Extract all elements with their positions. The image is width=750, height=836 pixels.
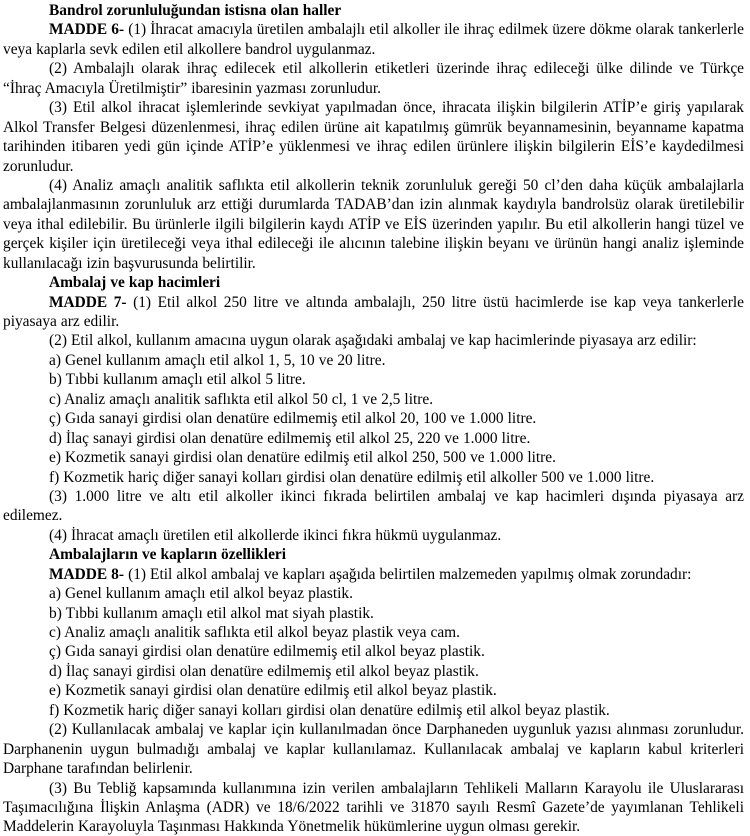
paragraph-text: (1) Etil alkol 250 litre ve altında ambalajlı, 250 litre üstü hacimlerde ise kap veya tankerlerle piyasaya arz edilir. xyxy=(3,293,744,330)
paragraph: a) Genel kullanım amaçlı etil alkol 1, 5, 10 ve 20 litre. xyxy=(49,351,386,369)
paragraph: (2) Ambalajlı olarak ihraç edilecek etil alkollerin etiketleri üzerinde ihraç edileceği ülke dilinde ve Türkçe “İhraç Amacıyla Üretilmiştir” ibaresinin yazması zorunludur. xyxy=(3,60,744,97)
paragraph: a) Genel kullanım amaçlı etil alkol beyaz plastik. xyxy=(49,585,353,603)
paragraph: ç) Gıda sanayi girdisi olan denatüre edilmemiş etil alkol 20, 100 ve 1.000 litre. xyxy=(49,410,537,428)
madde-label: MADDE 7- xyxy=(49,293,127,311)
paragraph: (3) Bu Tebliğ kapsamında kullanımına izin verilen ambalajların Tehlikeli Malların Karayolu ile Uluslararası Taşımacılığına İlişkin Anlaşma (ADR) ve 18/6/2022 tarihli ve 31870 sayılı Resmî Gazete’de yayımlanan Tehlikeli Maddelerin Karayoluyla Taşınması Hakkında Yönetmelik hükümlerine uygun olması gerekir. xyxy=(3,779,744,836)
paragraph: f) Kozmetik hariç diğer sanayi kolları girdisi olan denatüre edilmiş etil alkoller 500 ve 1.000 litre. xyxy=(49,468,655,486)
paragraph: ç) Gıda sanayi girdisi olan denatüre edilmemiş etil alkol beyaz plastik. xyxy=(49,643,485,661)
section-heading: Bandrol zorunluluğundan istisna olan haller xyxy=(49,2,342,19)
madde-label: MADDE 6- xyxy=(49,21,125,39)
paragraph: d) İlaç sanayi girdisi olan denatüre edilmemiş etil alkol 25, 220 ve 1.000 litre. xyxy=(49,429,531,447)
paragraph-text: (1) Etil alkol ambalaj ve kapları aşağıda belirtilen malzemeden yapılmış olmak zorundadır: xyxy=(124,565,692,583)
paragraph: d) İlaç sanayi girdisi olan denatüre edilmemiş etil alkol beyaz plastik. xyxy=(49,662,479,680)
section-heading: Ambalajların ve kapların özellikleri xyxy=(49,546,287,564)
paragraph: (4) İhracat amaçlı üretilen etil alkollerde ikinci fıkra hükmü uygulanmaz. xyxy=(49,526,502,544)
paragraph: (2) Etil alkol, kullanım amacına uygun olarak aşağıdaki ambalaj ve kap hacimlerinde piyasaya arz edilir: xyxy=(49,332,697,350)
paragraph: e) Kozmetik sanayi girdisi olan denatüre edilmiş etil alkol beyaz plastik. xyxy=(49,682,497,700)
paragraph: c) Analiz amaçlı analitik saflıkta etil alkol 50 cl, 1 ve 2,5 litre. xyxy=(49,390,434,408)
paragraph xyxy=(3,293,744,332)
paragraph-text: (1) İhracat amacıyla üretilen ambalajlı etil alkoller ile ihraç edilmek üzere dökme olarak tankerlerle veya kaplarla sevk edilen etil alkollere bandrol uygulanmaz. xyxy=(3,21,744,58)
paragraph: f) Kozmetik hariç diğer sanayi kolları girdisi olan denatüre edilmiş etil alkol beyaz plastik. xyxy=(49,701,610,719)
paragraph: (3) Etil alkol ihracat işlemlerinde sevkiyat yapılmadan önce, ihracata ilişkin bilgilerin ATİP’e giriş yapılarak Alkol Transfer Belgesi düzenlenmesi, ihraç edilen ürüne ait kapatılmış gümrük beyannamesinin, beyanname kapatma tarihinden itibaren yedi gün içinde ATİP’e yüklenmesi ve ihraç edilen ürünlere ilişkin bilgilerin EİS’e kaydedilmesi zorunludur. xyxy=(3,99,744,175)
section-heading: Ambalaj ve kap hacimleri xyxy=(49,274,221,292)
paragraph: (4) Analiz amaçlı analitik saflıkta etil alkollerin teknik zorunluluk gereği 50 cl’den daha küçük ambalajlarla ambalajlanmasının zorunluluk arz ettiği durumlarda TADAB’dan izin alınmak kaydıyla bandrolsüz olarak üretilebilir veya ithal edilebilir. Bu ürünlerle ilgili bilgilerin kaydı ATİP ve EİS üzerinden yapılır. Bu etil alkollerin hangi tüzel ve gerçek kişiler için üretileceği veya ithal edileceği ile alıcının talebine ilişkin beyanı ve ürünün hangi analiz işleminde kullanılacağı izin başvurusunda belirtilir. xyxy=(3,176,744,272)
paragraph: b) Tıbbi kullanım amaçlı etil alkol 5 litre. xyxy=(49,371,306,389)
paragraph: c) Analiz amaçlı analitik saflıkta etil alkol beyaz plastik veya cam. xyxy=(49,624,460,641)
madde-label: MADDE 8- xyxy=(49,565,125,583)
paragraph xyxy=(3,20,744,59)
paragraph xyxy=(3,565,744,584)
paragraph: e) Kozmetik sanayi girdisi olan denatüre edilmiş etil alkol 250, 500 ve 1.000 litre. xyxy=(49,449,556,467)
paragraph: (3) 1.000 litre ve altı etil alkoller ikinci fıkrada belirtilen ambalaj ve kap hacimleri dışında piyasaya arz edilemez. xyxy=(3,487,744,525)
paragraph: (2) Kullanılacak ambalaj ve kaplar için kullanılmadan önce Darphaneden uygunluk yazısı alınması zorunludur. Darphanenin uygun bulmadığı ambalaj ve kaplar kullanılamaz. Kullanılacak ambalaj ve kapların kabul kriterleri Darphane tarafından belirlenir. xyxy=(3,721,744,778)
paragraph: b) Tıbbi kullanım amaçlı etil alkol mat siyah plastik. xyxy=(49,604,374,622)
